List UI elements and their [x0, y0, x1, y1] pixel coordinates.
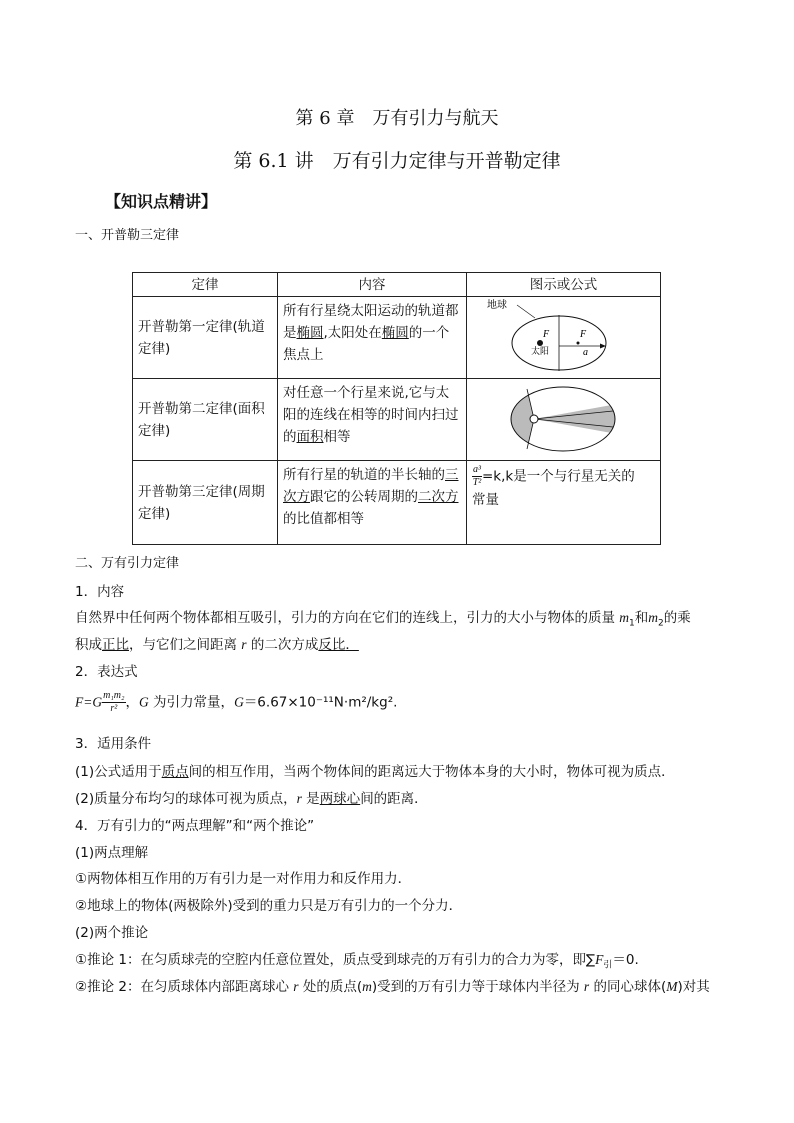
table-row: [133, 297, 661, 379]
section-2-title: 二、万有引力定律: [75, 556, 180, 571]
law-content-text: 相等: [323, 429, 351, 445]
law-content-text: 所有行星绕太阳运动的轨道都是: [283, 303, 459, 341]
sun-focus-dot: [537, 340, 543, 346]
table-header-figure: 图示或公式: [467, 273, 661, 297]
table-header-content: 内容: [278, 273, 467, 297]
law-content: [278, 297, 467, 379]
lecture-title: 第 6.1 讲 万有引力定律与开普勒定律: [233, 150, 561, 172]
law-name-line2: 定律): [138, 505, 171, 522]
sun-icon: [530, 415, 538, 423]
table-header-law: 定律: [133, 273, 278, 297]
law-name-line2: 定律): [138, 422, 171, 439]
figure-cell: [467, 297, 661, 379]
corollary-1: ①推论 1：在匀质球壳的空腔内任意位置处，质点受到球壳的万有引力的合力为零，即$\sum F_引=0$.: [75, 952, 639, 971]
paragraph-content-line1: 自然界中任何两个物体都相互吸引，引力的方向在它们的连线上，引力的大小与物体的质量 $m_1$和$m_2$的乘: [75, 610, 691, 629]
chapter-title: 第 6 章 万有引力与航天: [295, 108, 499, 129]
focus-label-1: F: [543, 329, 550, 340]
earth-label: 地球: [487, 300, 507, 311]
term-sphere-centers: 两球心: [319, 791, 361, 807]
condition-2: (2)质量分布均匀的球体可视为质点，r 是两球心间的距离．: [75, 791, 428, 807]
subsection-1-title: 1．内容: [75, 584, 125, 600]
semi-major-label: a: [583, 347, 588, 358]
law-content-text: 所有行星的轨道的半长轴的: [283, 467, 445, 483]
gravitation-formula: F=G $\frac{\text{m₁m₂}}{\text{r²}}$ ，G 为引力常量，G＝6.67×10⁻¹¹N·m²/kg².: [75, 690, 398, 714]
knowledge-heading: 【知识点精讲】: [105, 192, 218, 211]
law-name-line2: 定律): [138, 340, 171, 357]
subsection-3-title: 3．适用条件: [75, 736, 152, 752]
law-content-text: 对任意一个行星来说,它与太阳的连线在相等的时间内扫过的: [283, 385, 459, 445]
kepler-fraction: $\frac{\text{a³}}{\text{T²}}$: [472, 464, 482, 488]
condition-1: (1)公式适用于质点间的相互作用，当两个物体间的距离远大于物体本身的大小时，物体可视为质点．: [75, 764, 675, 780]
term-area: 面积: [296, 429, 324, 445]
law-content-text: 跟它的公转周期的: [310, 489, 418, 505]
law-name-line1: 开普勒第一定律(轨道: [138, 318, 265, 335]
formula-cell: [467, 461, 661, 545]
focus-label-2: F: [580, 329, 587, 340]
subsection-2-title: 2．表达式: [75, 664, 138, 680]
understanding-2: ②地球上的物体(两极除外)受到的重力只是万有引力的一个分力．: [75, 898, 463, 914]
law-content-text: 的比值都相等: [283, 511, 364, 527]
term-cube: 三次方: [283, 467, 459, 505]
law-content-text: 的一个焦点上: [283, 325, 450, 363]
term-square: 二次方: [418, 489, 459, 505]
law-name-line1: 开普勒第三定律(周期: [138, 483, 265, 500]
understanding-1: ①两物体相互作用的万有引力是一对作用力和反作用力．: [75, 871, 412, 887]
earth-pointer: [517, 305, 535, 318]
swept-area-right: [534, 404, 617, 434]
swept-area-left: [497, 389, 534, 449]
focus-dot: [577, 342, 580, 345]
paragraph-content-line2: 积成正比，与它们之间距离 r 的二次方成反比．: [75, 637, 359, 653]
kepler-laws-table: [132, 272, 661, 545]
sun-label: 太阳: [531, 347, 550, 357]
term-proportional: 正比: [102, 637, 129, 653]
formula-line2: 常量: [472, 492, 499, 508]
equal-area-diagram: [467, 379, 656, 459]
formula-text: =k,k是一个与行星无关的: [482, 468, 635, 485]
subsection-4-title: 4．万有引力的“两点理解”和“两个推论”: [75, 818, 315, 834]
table-row: [133, 461, 661, 545]
term-ellipse: 椭圆: [296, 325, 324, 341]
term-ellipse: 椭圆: [381, 325, 409, 341]
table-row: [133, 379, 661, 461]
term-inverse: 反比．: [318, 637, 359, 653]
law-content-text: ,太阳处在: [323, 325, 382, 341]
law-name: [133, 379, 278, 461]
ellipse-orbit-diagram: [467, 297, 656, 377]
corollary-2: ②推论 2：在匀质球体内部距离球心 r 处的质点(m)受到的万有引力等于球体内半径为 r 的同心球体(M)对其: [75, 979, 710, 995]
law-content: [278, 461, 467, 545]
law-name-line1: 开普勒第二定律(面积: [138, 400, 265, 417]
law-content: [278, 379, 467, 461]
gravitation-fraction: $\frac{\text{m₁m₂}}{\text{r²}}$: [103, 690, 125, 714]
section-1-title: 一、开普勒三定律: [75, 228, 180, 243]
law-name: [133, 297, 278, 379]
two-corollaries-title: (2)两个推论: [75, 925, 149, 941]
two-points-title: (1)两点理解: [75, 845, 149, 861]
figure-cell: [467, 379, 661, 461]
term-particle: 质点: [161, 764, 189, 780]
law-name: [133, 461, 278, 545]
